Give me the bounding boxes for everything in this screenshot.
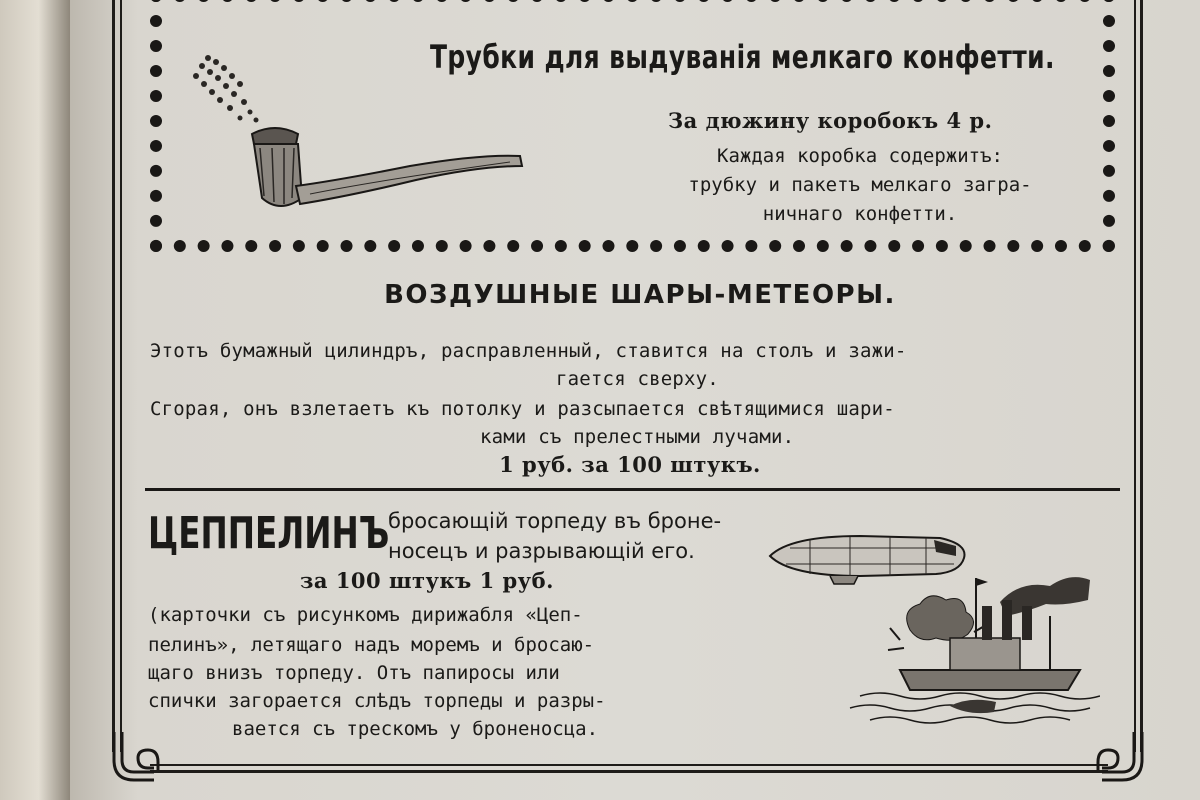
frame-bottom-inner-line (150, 764, 1108, 766)
zeppelin-desc-line: щаго внизъ торпеду. Отъ папиросы или (148, 662, 560, 684)
frame-right-inner-line (1134, 0, 1136, 752)
meteor-text-line: ками съ прелестными лучами. (480, 426, 795, 448)
frame-left-line (112, 0, 115, 752)
meteor-text-line: Сгорая, онъ взлетаетъ къ потолку и разсыпается свѣтящимися шари- (150, 398, 895, 420)
meteor-text-line: гается сверху. (556, 368, 719, 390)
confetti-price: За дюжину коробокъ 4 р. (668, 108, 993, 133)
zeppelin-desc-line: вается съ трескомъ у броненосца. (232, 718, 599, 740)
zeppelin-price: за 100 штукъ 1 руб. (300, 568, 554, 593)
zeppelin-desc-line: спички загорается слѣдъ торпеды и разры- (148, 690, 606, 712)
confetti-description (640, 142, 1080, 229)
meteor-text-line: Этотъ бумажный цилиндръ, расправленный, ставится на столъ и зажи- (150, 340, 907, 362)
confetti-title: Трубки для выдуванія мелкаго конфетти. (430, 38, 1055, 76)
zeppelin-sub-line: бросающій торпеду въ броне- (388, 509, 722, 533)
zeppelin-subtitle (388, 506, 748, 566)
zeppelin-title: ЦЕППЕЛИНЪ (148, 508, 390, 559)
confetti-desc-line: трубку и пакетъ мелкаго загра- (688, 174, 1032, 196)
frame-left-inner-line (120, 0, 122, 752)
frame-bottom-line (150, 770, 1108, 773)
zeppelin-battleship-illustration-icon (750, 520, 1100, 740)
confetti-desc-line: ничнаго конфетти. (762, 203, 958, 225)
section-divider (145, 488, 1120, 491)
meteor-price: 1 руб. за 100 штукъ. (499, 452, 761, 477)
meteor-title: ВОЗДУШНЫЕ ШАРЫ-МЕТЕОРЫ. (384, 280, 896, 310)
zeppelin-desc-line: пелинъ», летящаго надъ моремъ и бросаю- (148, 634, 595, 656)
zeppelin-desc-line: (карточки съ рисункомъ дирижабля «Цеп- (148, 604, 583, 626)
book-spine (0, 0, 70, 800)
zeppelin-sub-line: носецъ и разрывающій его. (388, 539, 695, 563)
confetti-desc-line: Каждая коробка содержитъ: (717, 145, 1003, 167)
frame-corner-left (108, 730, 168, 790)
frame-right-line (1140, 0, 1143, 752)
